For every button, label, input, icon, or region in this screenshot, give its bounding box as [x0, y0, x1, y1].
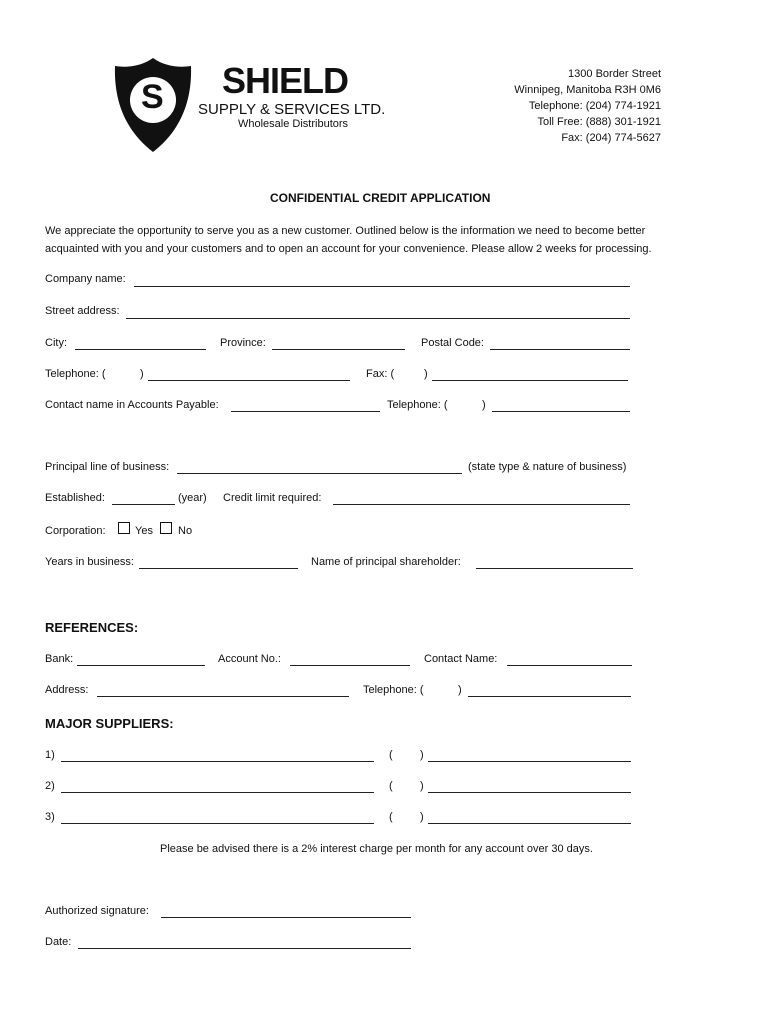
reference-contact-label: Contact Name: [424, 653, 498, 665]
contact-ap-label: Contact name in Accounts Payable: [45, 399, 219, 411]
supplier-name-field[interactable] [61, 823, 374, 824]
postal-code-field[interactable] [490, 349, 630, 350]
principal-line-label: Principal line of business: [45, 461, 170, 473]
supplier-number: 2) [45, 780, 55, 792]
address-toll-free: Toll Free: (888) 301-1921 [537, 116, 661, 128]
supplier-phone-open-paren: ( [389, 811, 393, 823]
references-heading: REFERENCES: [45, 620, 139, 635]
corporation-label: Corporation: [45, 525, 106, 537]
address-telephone: Telephone: (204) 774-1921 [528, 100, 661, 112]
supplier-name-field[interactable] [61, 761, 374, 762]
reference-telephone-close-paren: ) [458, 684, 462, 696]
date-field[interactable] [78, 948, 411, 949]
principal-line-note: (state type & nature of business) [468, 461, 627, 473]
contact-ap-field[interactable] [231, 411, 380, 412]
credit-limit-label: Credit limit required: [223, 492, 322, 504]
brand-subtitle: SUPPLY & SERVICES LTD. [198, 101, 386, 118]
company-name-label: Company name: [45, 273, 126, 285]
established-year-label: (year) [178, 492, 207, 504]
contact-telephone-field[interactable] [492, 411, 630, 412]
company-name-field[interactable] [134, 286, 630, 287]
corporation-yes-label: Yes [135, 525, 153, 537]
reference-address-field[interactable] [97, 696, 349, 697]
account-no-field[interactable] [290, 665, 410, 666]
reference-contact-field[interactable] [507, 665, 632, 666]
address-street: 1300 Border Street [568, 68, 661, 80]
contact-telephone-close-paren: ) [482, 399, 486, 411]
city-field[interactable] [75, 349, 206, 350]
supplier-phone-close-paren: ) [420, 749, 424, 761]
form-title: CONFIDENTIAL CREDIT APPLICATION [270, 191, 491, 205]
fax-label: Fax: ( [366, 368, 395, 380]
supplier-phone-open-paren: ( [389, 780, 393, 792]
address-fax: Fax: (204) 774-5627 [561, 132, 661, 144]
supplier-phone-close-paren: ) [420, 811, 424, 823]
supplier-name-field[interactable] [61, 792, 374, 793]
company-address [514, 66, 661, 146]
supplier-number: 1) [45, 749, 55, 761]
reference-address-label: Address: [45, 684, 89, 696]
established-label: Established: [45, 492, 105, 504]
postal-code-label: Postal Code: [421, 337, 484, 349]
bank-field[interactable] [77, 665, 205, 666]
telephone-close-paren: ) [140, 368, 144, 380]
brand-name: SHIELD [222, 60, 349, 101]
date-label: Date: [45, 936, 72, 948]
contact-telephone-label: Telephone: ( [387, 399, 448, 411]
city-label: City: [45, 337, 67, 349]
street-address-label: Street address: [45, 305, 120, 317]
credit-limit-field[interactable] [333, 504, 630, 505]
reference-telephone-field[interactable] [468, 696, 631, 697]
reference-telephone-label: Telephone: ( [363, 684, 424, 696]
province-field[interactable] [272, 349, 405, 350]
telephone-label: Telephone: ( [45, 368, 106, 380]
province-label: Province: [220, 337, 266, 349]
supplier-phone-field[interactable] [428, 823, 631, 824]
supplier-phone-close-paren: ) [420, 780, 424, 792]
street-address-field[interactable] [126, 318, 630, 319]
intro-line-1: We appreciate the opportunity to serve you as a new customer. Outlined below is the information we need to become better [45, 225, 646, 237]
authorized-signature-field[interactable] [161, 917, 411, 918]
telephone-field[interactable] [148, 380, 350, 381]
corporation-no-label: No [178, 525, 193, 537]
fax-close-paren: ) [424, 368, 428, 380]
bank-label: Bank: [45, 653, 74, 665]
supplier-phone-field[interactable] [428, 761, 631, 762]
authorized-signature-label: Authorized signature: [45, 905, 149, 917]
principal-shareholder-field[interactable] [476, 568, 633, 569]
years-in-business-field[interactable] [139, 568, 298, 569]
corporation-no-checkbox[interactable] [160, 522, 172, 534]
principal-shareholder-label: Name of principal shareholder: [311, 556, 461, 568]
address-city: Winnipeg, Manitoba R3H 0M6 [514, 84, 661, 96]
established-field[interactable] [112, 504, 175, 505]
supplier-phone-field[interactable] [428, 792, 631, 793]
fax-field[interactable] [432, 380, 628, 381]
interest-notice: Please be advised there is a 2% interest charge per month for any account over 30 days. [160, 843, 593, 855]
brand-tagline: Wholesale Distributors [238, 118, 349, 130]
supplier-number: 3) [45, 811, 55, 823]
principal-line-field[interactable] [177, 473, 462, 474]
major-suppliers-heading: MAJOR SUPPLIERS: [45, 716, 174, 731]
years-in-business-label: Years in business: [45, 556, 134, 568]
intro-line-2: acquainted with you and your customers and to open an account for your convenience. Please allow 2 weeks for processing. [45, 243, 652, 255]
corporation-yes-checkbox[interactable] [118, 522, 130, 534]
supplier-phone-open-paren: ( [389, 749, 393, 761]
logo-letter: S [141, 78, 164, 116]
account-no-label: Account No.: [218, 653, 281, 665]
